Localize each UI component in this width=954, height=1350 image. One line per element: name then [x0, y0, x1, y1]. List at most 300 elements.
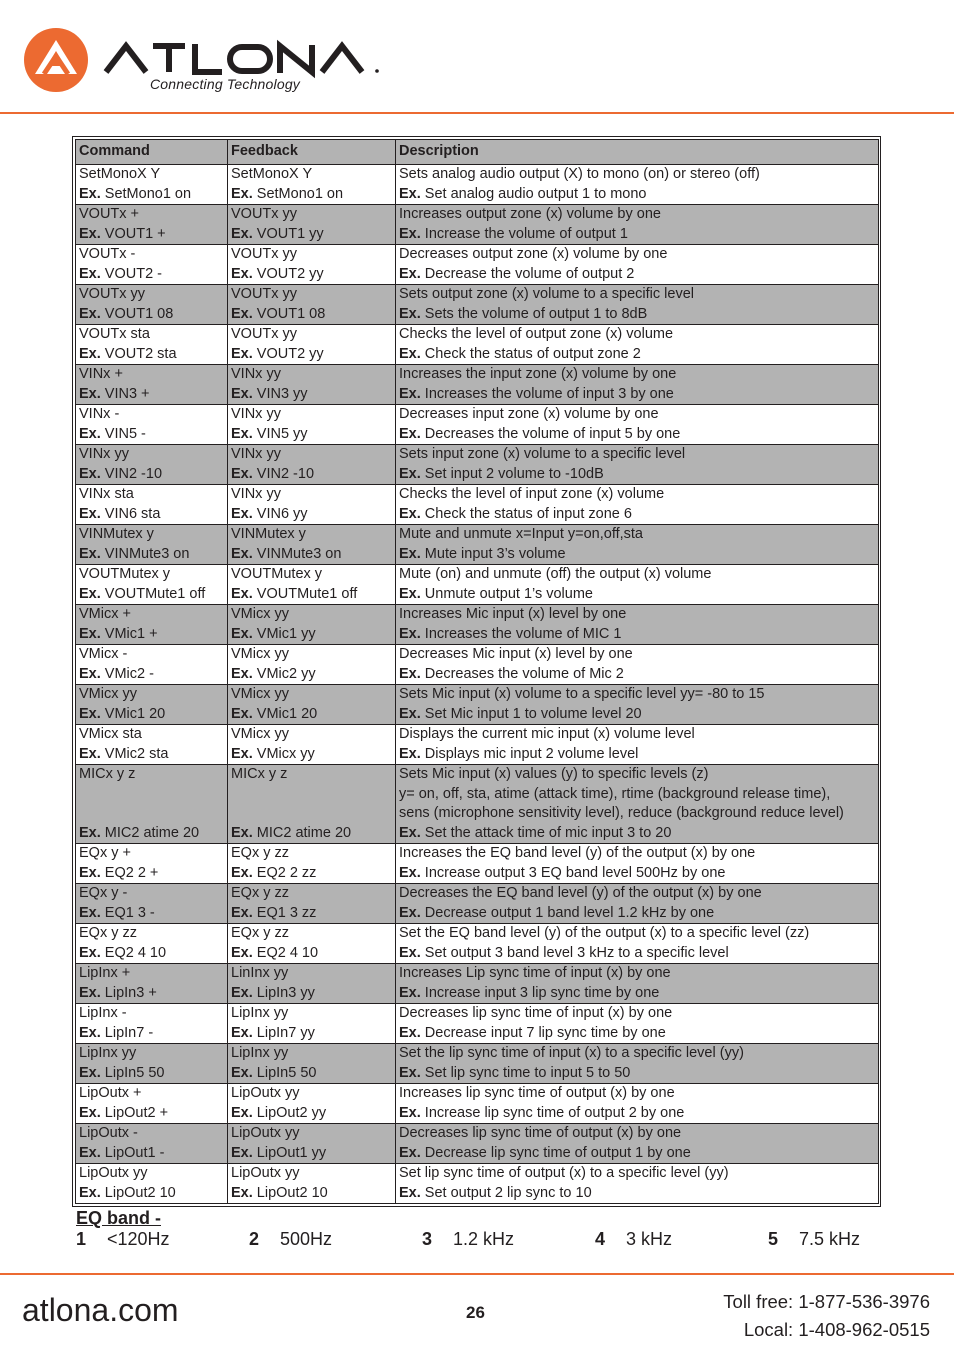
- example-label: Ex.: [231, 745, 253, 762]
- example-text: LipIn7 yy: [256, 1024, 315, 1041]
- contact-info: [723, 1288, 930, 1344]
- description-cell: [396, 844, 879, 884]
- cell-text: Decreases lip sync time of output (x) by one: [399, 1125, 682, 1141]
- cell-text: LipOutx yy: [231, 1165, 300, 1181]
- example-line: [231, 505, 392, 525]
- feedback-cell: [228, 285, 396, 325]
- feedback-cell: [228, 325, 396, 365]
- example-text: Mute input 3’s volume: [424, 545, 566, 562]
- example-line: [79, 225, 224, 245]
- example-line: [399, 225, 875, 245]
- command-cell: [76, 685, 228, 725]
- description-cell: [396, 245, 879, 285]
- example-text: Unmute output 1’s volume: [424, 585, 593, 602]
- example-label: Ex.: [399, 1144, 421, 1161]
- example-text: Increases the volume of input 3 by one: [424, 385, 674, 402]
- cell-text: VINx yy: [231, 366, 281, 382]
- table-row: [76, 485, 879, 525]
- example-label: Ex.: [231, 505, 253, 522]
- table-row: [76, 365, 879, 405]
- example-line: [231, 904, 392, 924]
- feedback-cell: [228, 765, 396, 844]
- cell-text: LipInx yy: [231, 1045, 289, 1061]
- cell-text: EQx y +: [79, 845, 131, 861]
- cell-text: VOUTx -: [79, 246, 136, 262]
- command-cell: [76, 645, 228, 685]
- example-label: Ex.: [231, 824, 253, 841]
- example-line: [231, 625, 392, 645]
- example-text: LipIn3 yy: [256, 984, 315, 1001]
- cell-text: LinInx yy: [231, 965, 289, 981]
- cell-text: Checks the level of output zone (x) volume: [399, 326, 674, 342]
- feedback-cell: [228, 685, 396, 725]
- example-label: Ex.: [231, 425, 253, 442]
- column-header-feedback: Feedback: [228, 140, 396, 165]
- command-cell: [76, 485, 228, 525]
- example-line: [231, 265, 392, 285]
- example-label: Ex.: [79, 465, 101, 482]
- example-line: [231, 305, 392, 325]
- example-label: Ex.: [79, 505, 101, 522]
- example-label: Ex.: [79, 345, 101, 362]
- command-cell: [76, 405, 228, 445]
- website-link[interactable]: atlona.com: [22, 1292, 179, 1328]
- example-label: Ex.: [399, 225, 421, 242]
- example-label: Ex.: [79, 385, 101, 402]
- example-label: Ex.: [231, 385, 253, 402]
- description-cell: [396, 485, 879, 525]
- example-line: [399, 944, 875, 964]
- table-row: [76, 1044, 879, 1084]
- example-line: [399, 1024, 875, 1044]
- eq-band-legend: [76, 1207, 876, 1253]
- example-label: Ex.: [79, 265, 101, 282]
- example-text: Sets the volume of output 1 to 8dB: [424, 305, 648, 322]
- cell-text: sens (microphone sensitivity level), reduce (background reduce level): [399, 805, 844, 821]
- eq-band-label: 7.5 kHz: [799, 1229, 861, 1249]
- cell-text: VOUTMutex y: [231, 566, 323, 582]
- example-label: Ex.: [231, 585, 253, 602]
- example-text: LipIn3 +: [104, 984, 157, 1001]
- example-line: [231, 465, 392, 485]
- example-label: Ex.: [399, 904, 421, 921]
- description-cell: [396, 725, 879, 765]
- example-line: [399, 545, 875, 565]
- description-cell: [396, 1164, 879, 1204]
- eq-band-list: [76, 1229, 876, 1253]
- example-line: [231, 1184, 392, 1204]
- cell-text: [79, 804, 224, 824]
- example-text: VOUT1 08: [104, 305, 174, 322]
- example-line: [231, 225, 392, 245]
- toll-free-number: Toll free: 1-877-536-3976: [723, 1291, 930, 1312]
- command-cell: [76, 1164, 228, 1204]
- cell-text: VINx yy: [231, 446, 281, 462]
- example-line: [79, 665, 224, 685]
- example-text: VOUT2 yy: [256, 345, 324, 362]
- command-cell: [76, 605, 228, 645]
- example-text: LipOut2 10: [104, 1184, 176, 1201]
- command-cell: [76, 565, 228, 605]
- example-label: Ex.: [79, 864, 101, 881]
- eq-band-number: 3: [422, 1229, 433, 1249]
- table-row: [76, 884, 879, 924]
- example-text: LipIn7 -: [104, 1024, 154, 1041]
- example-label: Ex.: [79, 944, 101, 961]
- example-label: Ex.: [399, 944, 421, 961]
- example-label: Ex.: [231, 345, 253, 362]
- tagline: Connecting Technology: [150, 76, 301, 92]
- feedback-cell: [228, 445, 396, 485]
- example-line: [79, 625, 224, 645]
- table-row: [76, 605, 879, 645]
- example-text: Set output 2 lip sync to 10: [424, 1184, 592, 1201]
- command-cell: [76, 1004, 228, 1044]
- example-text: Decreases the volume of input 5 by one: [424, 425, 681, 442]
- cell-text: [79, 785, 224, 805]
- example-text: Decreases the volume of Mic 2: [424, 665, 624, 682]
- eq-band-label: 3 kHz: [626, 1229, 673, 1249]
- command-cell: [76, 884, 228, 924]
- example-line: [79, 1104, 224, 1124]
- feedback-cell: [228, 605, 396, 645]
- eq-band-item: [768, 1229, 860, 1250]
- example-label: Ex.: [79, 185, 101, 202]
- cell-text: Increases lip sync time of output (x) by one: [399, 1085, 675, 1101]
- example-line: [231, 385, 392, 405]
- example-line: [79, 585, 224, 605]
- example-label: Ex.: [399, 545, 421, 562]
- eq-band-item: [76, 1229, 170, 1250]
- cell-text: Increases the EQ band level (y) of the output (x) by one: [399, 845, 756, 861]
- example-line: [79, 265, 224, 285]
- cell-text: Mute and unmute x=Input y=on,off,sta: [399, 526, 643, 542]
- cell-text: VOUTMutex y: [79, 566, 171, 582]
- cell-text: Sets input zone (x) volume to a specific level: [399, 446, 686, 462]
- example-line: [399, 625, 875, 645]
- example-line: [231, 1064, 392, 1084]
- example-text: VOUTMute1 off: [104, 585, 206, 602]
- feedback-cell: [228, 924, 396, 964]
- example-line: [399, 705, 875, 725]
- example-text: EQ2 2 zz: [256, 864, 317, 881]
- cell-text: Sets analog audio output (X) to mono (on) or stereo (off): [399, 166, 760, 182]
- feedback-cell: [228, 1004, 396, 1044]
- description-cell: [396, 765, 879, 844]
- cell-text: VOUTx yy: [231, 206, 298, 222]
- eq-band-item: [249, 1229, 332, 1250]
- example-line: [399, 425, 875, 445]
- eq-band-title: EQ band -: [76, 1208, 161, 1228]
- example-label: Ex.: [231, 1144, 253, 1161]
- example-label: Ex.: [231, 225, 253, 242]
- example-line: [79, 505, 224, 525]
- example-line: [399, 1144, 875, 1164]
- example-line: [79, 385, 224, 405]
- cell-text: VINx +: [79, 366, 123, 382]
- command-cell: [76, 964, 228, 1004]
- example-label: Ex.: [399, 625, 421, 642]
- cell-text: Increases output zone (x) volume by one: [399, 206, 661, 222]
- command-cell: [76, 205, 228, 245]
- description-cell: [396, 605, 879, 645]
- example-line: [79, 465, 224, 485]
- example-line: [231, 665, 392, 685]
- example-label: Ex.: [399, 385, 421, 402]
- feedback-cell: [228, 1044, 396, 1084]
- example-label: Ex.: [399, 585, 421, 602]
- example-line: [79, 705, 224, 725]
- example-label: Ex.: [399, 1104, 421, 1121]
- feedback-cell: [228, 1084, 396, 1124]
- example-label: Ex.: [79, 665, 101, 682]
- cell-text: VMicx +: [79, 606, 131, 622]
- command-cell: [76, 1124, 228, 1164]
- cell-text: VMicx yy: [231, 686, 289, 702]
- command-cell: [76, 1044, 228, 1084]
- example-text: VOUT1 yy: [256, 225, 324, 242]
- table-row: [76, 565, 879, 605]
- example-label: Ex.: [79, 1144, 101, 1161]
- example-line: [79, 545, 224, 565]
- cell-text: VMicx sta: [79, 726, 142, 742]
- feedback-cell: [228, 365, 396, 405]
- example-text: MIC2 atime 20: [104, 824, 200, 841]
- cell-text: Increases Lip sync time of input (x) by one: [399, 965, 671, 981]
- example-label: Ex.: [79, 545, 101, 562]
- example-line: [399, 1064, 875, 1084]
- cell-text: VINx yy: [231, 406, 281, 422]
- cell-text: LipInx yy: [79, 1045, 137, 1061]
- example-text: SetMono1 on: [104, 185, 192, 202]
- example-line: [79, 944, 224, 964]
- description-cell: [396, 565, 879, 605]
- command-cell: [76, 325, 228, 365]
- command-cell: [76, 245, 228, 285]
- example-label: Ex.: [231, 305, 253, 322]
- example-label: Ex.: [231, 1104, 253, 1121]
- example-line: [231, 864, 392, 884]
- example-text: Check the status of output zone 2: [424, 345, 641, 362]
- cell-text: EQx y zz: [231, 925, 290, 941]
- feedback-cell: [228, 205, 396, 245]
- example-line: [399, 1104, 875, 1124]
- example-text: LipOut2 10: [256, 1184, 328, 1201]
- example-line: [79, 984, 224, 1004]
- example-text: EQ2 2 +: [104, 864, 159, 881]
- description-cell: [396, 445, 879, 485]
- example-label: Ex.: [79, 1104, 101, 1121]
- example-text: VIN6 yy: [256, 505, 308, 522]
- cell-text: LipOutx yy: [79, 1165, 148, 1181]
- example-label: Ex.: [79, 1184, 101, 1201]
- example-text: Increases the volume of MIC 1: [424, 625, 622, 642]
- example-text: EQ2 4 10: [104, 944, 167, 961]
- eq-band-number: 2: [249, 1229, 260, 1249]
- table-row: [76, 205, 879, 245]
- example-text: VIN5 yy: [256, 425, 308, 442]
- cell-text: Increases the input zone (x) volume by one: [399, 366, 677, 382]
- example-line: [399, 665, 875, 685]
- example-text: VIN3 +: [104, 385, 150, 402]
- cell-text: Decreases Mic input (x) level by one: [399, 646, 633, 662]
- example-line: [231, 345, 392, 365]
- table-row: [76, 245, 879, 285]
- description-cell: [396, 884, 879, 924]
- table-row: [76, 1004, 879, 1044]
- example-text: VMic1 20: [104, 705, 166, 722]
- example-label: Ex.: [79, 984, 101, 1001]
- feedback-cell: [228, 844, 396, 884]
- example-text: Decrease output 1 band level 1.2 kHz by one: [424, 904, 715, 921]
- cell-text: [231, 785, 392, 805]
- example-line: [399, 265, 875, 285]
- cell-text: Mute (on) and unmute (off) the output (x) volume: [399, 566, 712, 582]
- page-number: 26: [466, 1303, 485, 1322]
- example-line: [79, 864, 224, 884]
- command-cell: [76, 365, 228, 405]
- feedback-cell: [228, 645, 396, 685]
- example-line: [79, 345, 224, 365]
- example-text: EQ2 4 10: [256, 944, 319, 961]
- example-line: [79, 425, 224, 445]
- eq-band-number: 5: [768, 1229, 779, 1249]
- example-text: EQ1 3 zz: [256, 904, 317, 921]
- example-line: [399, 505, 875, 525]
- feedback-cell: [228, 964, 396, 1004]
- footer-divider: [0, 1273, 954, 1275]
- description-cell: [396, 365, 879, 405]
- cell-text: VOUTx +: [79, 206, 140, 222]
- command-table: [75, 139, 879, 1204]
- description-cell: [396, 1124, 879, 1164]
- command-table-frame: [72, 136, 881, 1207]
- feedback-cell: [228, 565, 396, 605]
- cell-text: LipInx -: [79, 1005, 127, 1021]
- feedback-cell: [228, 725, 396, 765]
- example-line: [79, 305, 224, 325]
- example-text: LipOut1 -: [104, 1144, 165, 1161]
- example-line: [399, 385, 875, 405]
- example-text: VINMute3 on: [104, 545, 190, 562]
- command-cell: [76, 445, 228, 485]
- example-text: VOUT1 08: [256, 305, 326, 322]
- example-text: LipOut1 yy: [256, 1144, 327, 1161]
- example-text: SetMono1 on: [256, 185, 344, 202]
- cell-text: VMicx yy: [231, 646, 289, 662]
- example-line: [79, 1144, 224, 1164]
- cell-text: VINMutex y: [231, 526, 306, 542]
- cell-text: EQx y zz: [231, 845, 290, 861]
- cell-text: Set the EQ band level (y) of the output (x) to a specific level (zz): [399, 925, 810, 941]
- example-label: Ex.: [399, 745, 421, 762]
- example-label: Ex.: [79, 824, 101, 841]
- example-line: [231, 425, 392, 445]
- example-label: Ex.: [231, 1064, 253, 1081]
- example-text: Decrease lip sync time of output 1 by one: [424, 1144, 691, 1161]
- example-label: Ex.: [79, 585, 101, 602]
- description-cell: [396, 1004, 879, 1044]
- cell-text: VINx yy: [231, 486, 281, 502]
- description-cell: [396, 1084, 879, 1124]
- example-line: [399, 185, 875, 205]
- table-header-row: [76, 140, 879, 165]
- table-row: [76, 285, 879, 325]
- table-row: [76, 964, 879, 1004]
- eq-band-label: <120Hz: [107, 1229, 170, 1249]
- table-row: [76, 765, 879, 844]
- example-text: EQ1 3 -: [104, 904, 155, 921]
- example-text: LipIn5 50: [256, 1064, 317, 1081]
- feedback-cell: [228, 1124, 396, 1164]
- example-label: Ex.: [79, 1064, 101, 1081]
- command-cell: [76, 165, 228, 205]
- cell-text: Decreases input zone (x) volume by one: [399, 406, 659, 422]
- example-text: Check the status of input zone 6: [424, 505, 632, 522]
- description-cell: [396, 525, 879, 565]
- cell-text: Decreases the EQ band level (y) of the output (x) by one: [399, 885, 762, 901]
- example-text: MIC2 atime 20: [256, 824, 352, 841]
- column-header-command: Command: [76, 140, 228, 165]
- column-header-description: Description: [396, 140, 879, 165]
- example-text: VOUT2 yy: [256, 265, 324, 282]
- cell-text: VMicx yy: [79, 686, 137, 702]
- example-line: [399, 1184, 875, 1204]
- example-line: [231, 824, 392, 844]
- command-cell: [76, 765, 228, 844]
- eq-band-label: 1.2 kHz: [453, 1229, 515, 1249]
- example-line: [399, 864, 875, 884]
- header-divider: [0, 112, 954, 114]
- feedback-cell: [228, 165, 396, 205]
- description-cell: [396, 964, 879, 1004]
- cell-text: Sets output zone (x) volume to a specific level: [399, 286, 694, 302]
- local-number: Local: 1-408-962-0515: [743, 1319, 930, 1340]
- example-label: Ex.: [79, 705, 101, 722]
- cell-text: VOUTx yy: [231, 326, 298, 342]
- example-label: Ex.: [79, 625, 101, 642]
- example-text: VMic2 sta: [104, 745, 169, 762]
- example-label: Ex.: [399, 1064, 421, 1081]
- table-row: [76, 405, 879, 445]
- table-row: [76, 725, 879, 765]
- example-label: Ex.: [399, 345, 421, 362]
- eq-band-item: [422, 1229, 514, 1250]
- example-label: Ex.: [231, 904, 253, 921]
- example-line: [231, 705, 392, 725]
- example-text: LipOut2 +: [104, 1104, 169, 1121]
- example-label: Ex.: [231, 465, 253, 482]
- example-text: Increase the volume of output 1: [424, 225, 628, 242]
- example-label: Ex.: [399, 665, 421, 682]
- example-text: LipOut2 yy: [256, 1104, 327, 1121]
- example-label: Ex.: [231, 185, 253, 202]
- table-row: [76, 165, 879, 205]
- cell-text: Decreases output zone (x) volume by one: [399, 246, 668, 262]
- cell-text: Set lip sync time of output (x) to a specific level (yy): [399, 1165, 729, 1181]
- table-row: [76, 445, 879, 485]
- command-cell: [76, 844, 228, 884]
- example-text: Set Mic input 1 to volume level 20: [424, 705, 642, 722]
- feedback-cell: [228, 405, 396, 445]
- example-text: VMic1 +: [104, 625, 158, 642]
- example-label: Ex.: [399, 864, 421, 881]
- cell-text: MICx y z: [79, 766, 136, 782]
- table-row: [76, 1084, 879, 1124]
- example-line: [399, 745, 875, 765]
- example-text: Increase output 3 EQ band level 500Hz by one: [424, 864, 726, 881]
- example-label: Ex.: [399, 1184, 421, 1201]
